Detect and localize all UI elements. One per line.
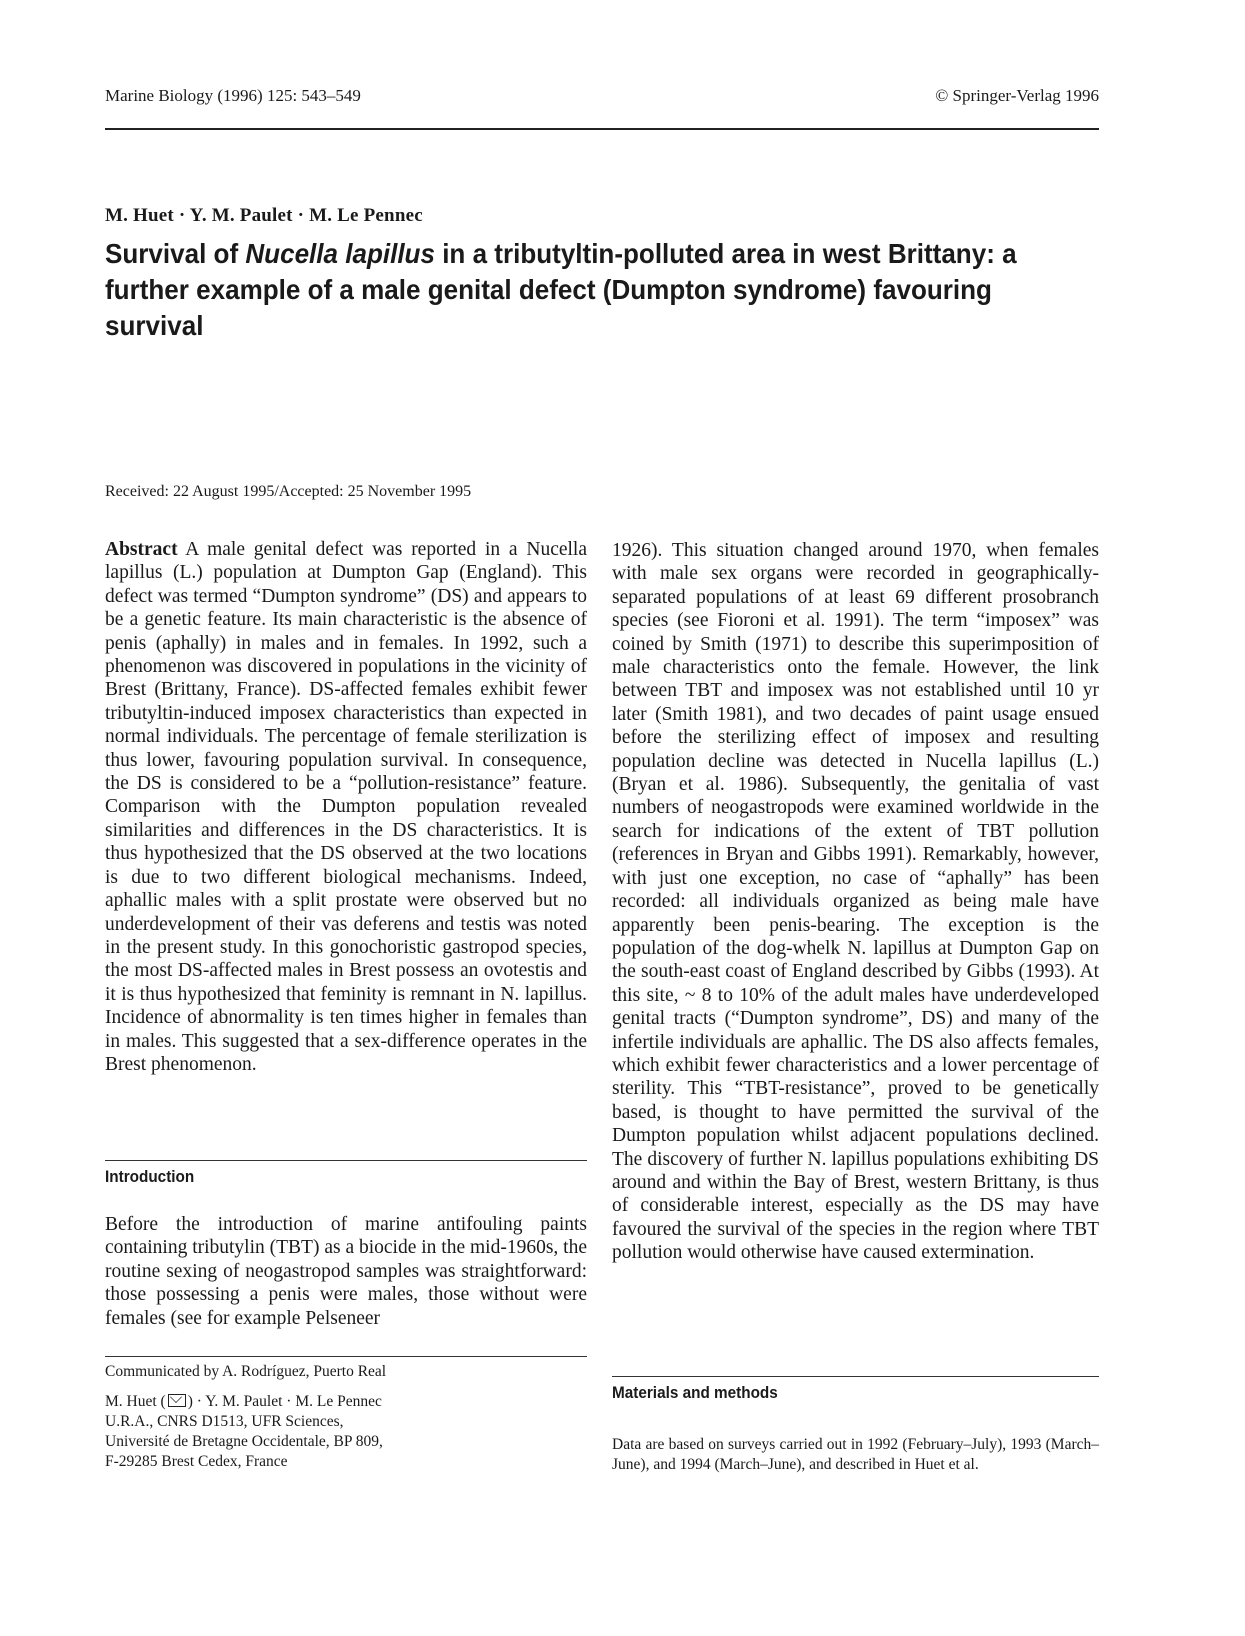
article-title	[105, 236, 1091, 344]
introduction-continued-paragraph: 1926). This situation changed around 1970, when females with male sex organs were recorded in geographically-separated populations of at least 69 different prosobranch species (see Fioroni et al. 1991). The term “imposex” was coined by Smith (1971) to describe this superimposition of male characteristics onto the female. However, the link between TBT and imposex was not established until 10 yr later (Smith 1981), and two decades of paint usage ensued before the sterilizing effect of imposex and resulting population decline was detected in Nucella lapillus (L.) (Bryan et al. 1986). Subsequently, the genitalia of vast numbers of neogastropods were examined worldwide in the search for indications of the extent of TBT pollution (references in Bryan and Gibbs 1991). Remarkably, however, with just one exception, no case of “aphally” has been recorded: all individuals organized as being male have apparently been penis-bearing. The exception is the population of the dog-whelk N. lapillus at Dumpton Gap on the south-east coast of England described by Gibbs (1993). At this site, ~ 8 to 10% of the adult males have underdeveloped genital tracts (“Dumpton syndrome”, DS) and many of the infertile individuals are aphallic. The DS also affects females, which exhibit fewer characteristics and a lower percentage of sterility. This “TBT-resistance”, proved to be genetically based, is thought to have permitted the survival of the Dumpton population whilst adjacent populations declined. The discovery of further N. lapillus populations exhibiting DS around and within the Bay of Brest, western Brittany, is thus of considerable interest, especially as the DS may have favoured the survival of the species in the region where TBT pollution would otherwise have caused extermination.	[612, 540, 1099, 1264]
title-species: Nucella lapillus	[245, 238, 435, 269]
author-affiliation	[105, 1392, 575, 1472]
header-rule	[105, 128, 1099, 130]
methods-rule	[612, 1376, 1099, 1377]
address-line-3: F-29285 Brest Cedex, France	[105, 1453, 288, 1470]
coauthors: ) · Y. M. Paulet · M. Le Pennec	[187, 1393, 382, 1410]
abstract-label: Abstract	[105, 539, 178, 560]
introduction-continued	[612, 539, 1099, 1265]
address-line-1: U.R.A., CNRS D1513, UFR Sciences,	[105, 1413, 344, 1430]
introduction-heading: Introduction	[105, 1167, 195, 1186]
materials-methods-paragraph: Data are based on surveys carried out in 1992 (February–July), 1993 (March–June), and 1994 (March–June), and described in Huet et al.	[612, 1436, 1099, 1473]
title-part-1: Survival of	[105, 238, 246, 269]
materials-methods-text	[612, 1435, 1099, 1475]
received-dates: Received: 22 August 1995/Accepted: 25 November 1995	[105, 483, 472, 500]
journal-citation: Marine Biology (1996) 125: 543–549	[105, 86, 361, 105]
abstract-text: A male genital defect was reported in a Nucella lapillus (L.) population at Dumpton Gap (England). This defect was termed “Dumpton syndrome” (DS) and appears to be a genetic feature. Its main characteristic is the absence of penis (aphally) in males and in females. In 1992, such a phenomenon was discovered in populations in the vicinity of Brest (Brittany, France). DS-affected females exhibit fewer tributyltin-induced imposex characteristics than expected in normal individuals. The percentage of female sterilization is thus lower, favouring population survival. In consequence, the DS is considered to be a “pollution-resistance” feature. Comparison with the Dumpton population revealed similarities and differences in the DS characteristics. It is thus hypothesized that the DS observed at the two locations is due to two different biological mechanisms. Indeed, aphallic males with a split prostate were observed but no underdevelopment of their vas deferens and testis was noted in the present study. In this gonochoristic gastropod species, the most DS-affected males in Brest possess an ovotestis and it is thus hypothesized that feminity is remnant in N. lapillus. Incidence of abnormality is ten times higher in females than in males. This suggested that a sex-difference operates in the Brest phenomenon.	[105, 539, 587, 1075]
communicated-by: Communicated by A. Rodríguez, Puerto Real	[105, 1363, 387, 1380]
materials-methods-heading: Materials and methods	[612, 1383, 778, 1402]
copyright-notice: © Springer-Verlag 1996	[935, 86, 1099, 105]
address-line-2: Université de Bretagne Occidentale, BP 809,	[105, 1433, 383, 1450]
introduction-paragraph: Before the introduction of marine antifouling paints containing tributylin (TBT) as a biocide in the mid-1960s, the routine sexing of neogastropod samples was straightforward: those possessing a penis were males, those without were females (see for example Pelseneer	[105, 1214, 587, 1329]
abstract	[105, 538, 587, 1076]
intro-rule	[105, 1160, 587, 1161]
introduction-text	[105, 1213, 587, 1330]
envelope-icon	[168, 1394, 186, 1407]
title-part-2: in a tributyltin-polluted area in west Brittany: a further example of a male genital defect (Dumpton syndrome) favouring survival	[105, 238, 1017, 341]
author-list: M. Huet · Y. M. Paulet · M. Le Pennec	[105, 205, 423, 226]
corresponding-author: M. Huet (	[105, 1393, 166, 1410]
footnote-rule	[105, 1356, 587, 1357]
affiliation-authors	[105, 1392, 575, 1412]
